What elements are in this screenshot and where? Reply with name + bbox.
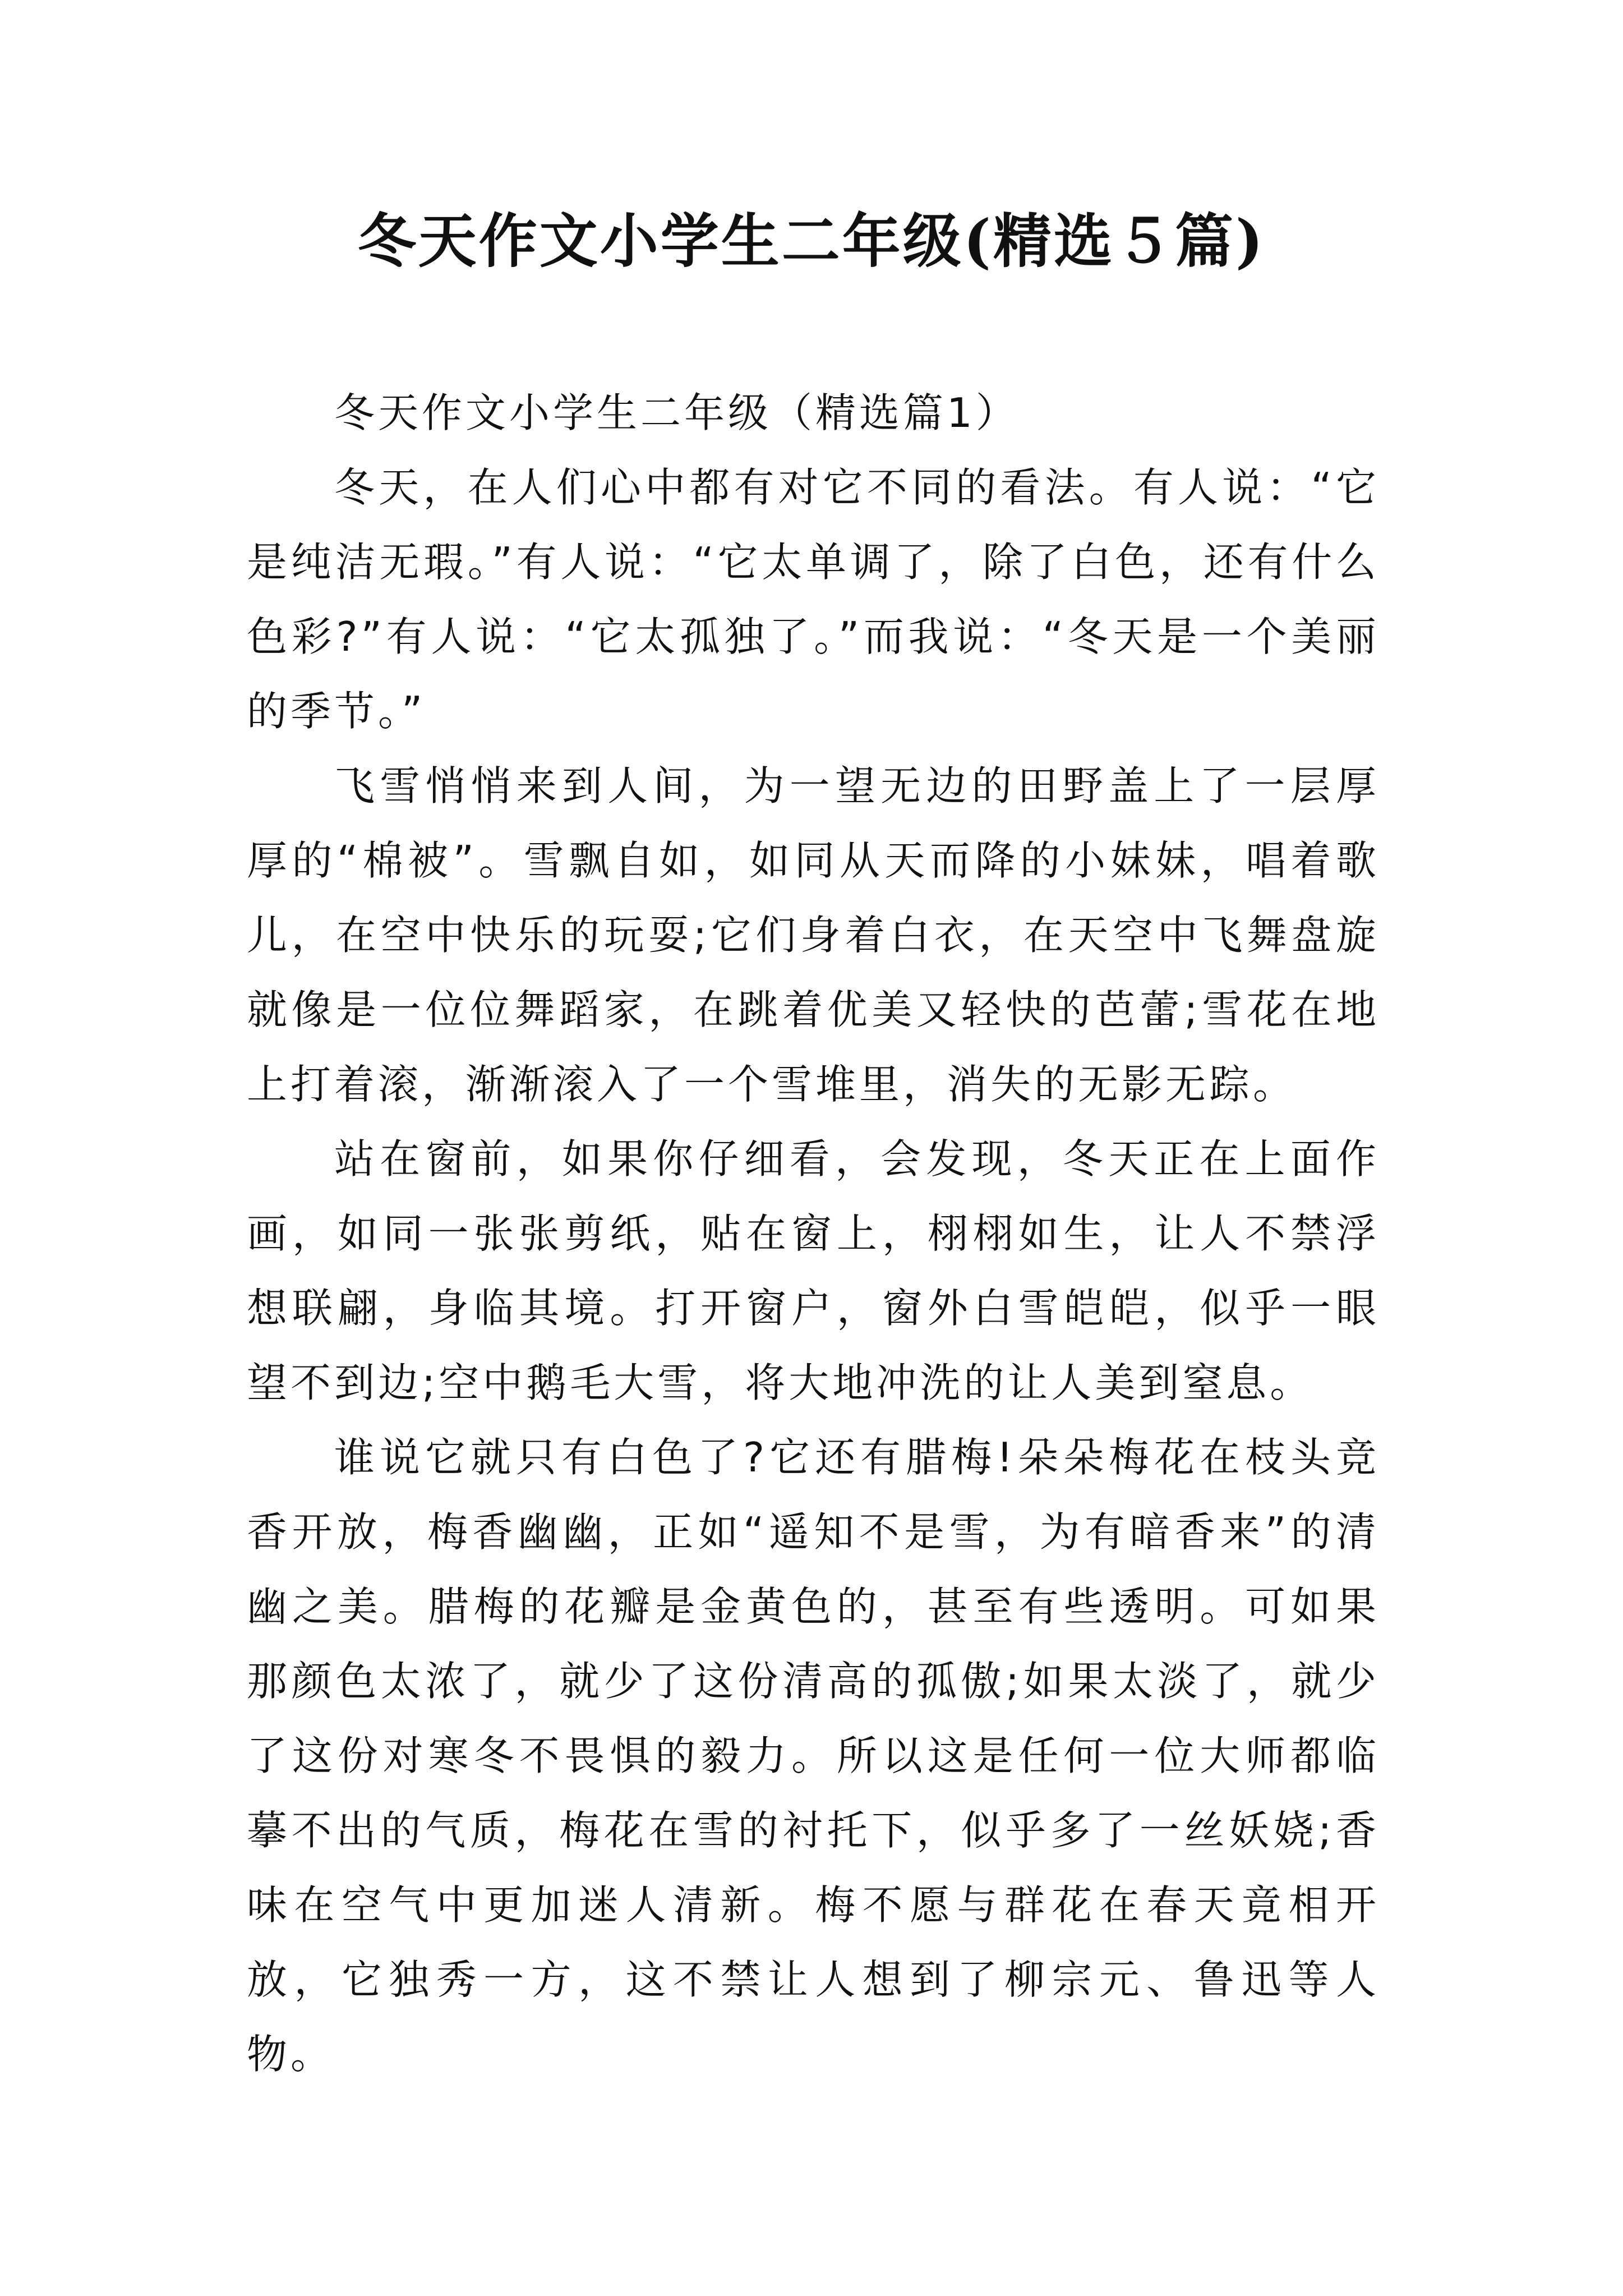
paragraph-2: 飞雪悄悄来到人间，为一望无边的田野盖上了一层厚厚的“棉被”。雪飘自如，如同从天而降的小妹妹，唱着歌儿，在空中快乐的玩耍;它们身着白衣，在天空中飞舞盘旋就像是一位位舞蹈家，在跳着优美又轻快的芭蕾;雪花在地上打着滚，渐渐滚入了一个雪堆里，消失的无影无踪。 xyxy=(247,762,1380,1108)
paragraph-4: 谁说它就只有白色了?它还有腊梅!朵朵梅花在枝头竞香开放，梅香幽幽，正如“遥知不是雪，为有暗香来”的清幽之美。腊梅的花瓣是金黄色的，甚至有些透明。可如果那颜色太浓了，就少了这份清高的孤傲;如果太淡了，就少了这份对寒冬不畏惧的毅力。所以这是任何一位大师都临摹不出的气质，梅花在雪的衬托下，似乎多了一丝妖娆;香味在空气中更加迷人清新。梅不愿与群花在春天竟相开放，它独秀一方，这不禁让人想到了柳宗元、鲁迅等人物。 xyxy=(247,1434,1380,2078)
paragraph-1: 冬天，在人们心中都有对它不同的看法。有人说：“它是纯洁无瑕。”有人说：“它太单调了，除了白色，还有什么色彩?”有人说：“它太孤独了。”而我说：“冬天是一个美丽的季节。” xyxy=(247,464,1380,735)
paragraph-3: 站在窗前，如果你仔细看，会发现，冬天正在上面作画，如同一张张剪纸，贴在窗上，栩栩如生，让人不禁浮想联翩，身临其境。打开窗户，窗外白雪皑皑，似乎一眼望不到边;空中鹅毛大雪，将大地冲洗的让人美到窒息。 xyxy=(247,1135,1380,1406)
section-heading: 冬天作文小学生二年级（精选篇1） xyxy=(334,389,1020,436)
document-title: 冬天作文小学生二年级(精选５篇) xyxy=(357,206,1266,275)
document-body xyxy=(247,376,1380,2092)
